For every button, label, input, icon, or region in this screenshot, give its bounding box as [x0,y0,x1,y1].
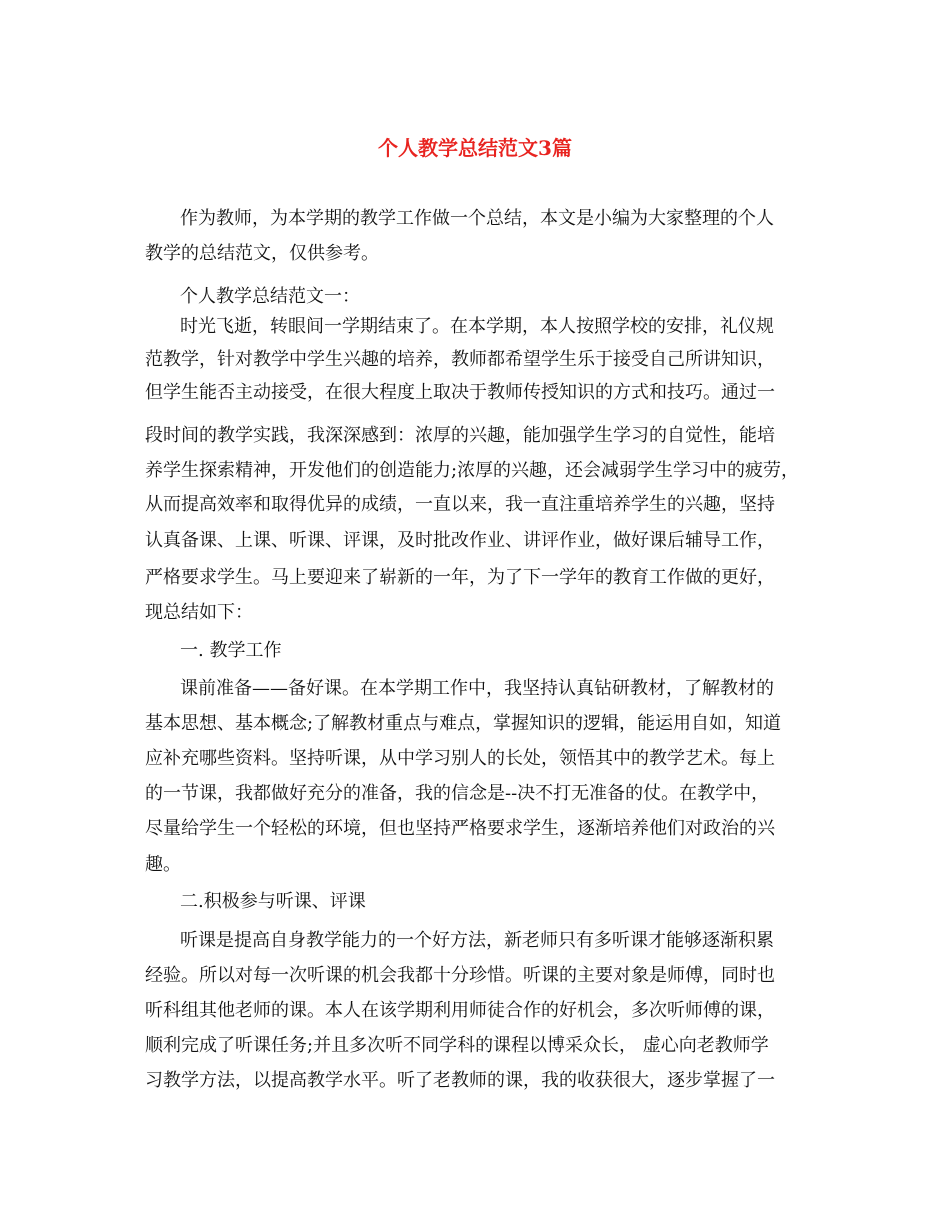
section-heading: 个人教学总结范文一： [180,286,360,307]
paragraph-line: 的一节课，我都做好充分的准备，我的信念是--决不打无准备的仗。在教学中， [145,783,770,804]
paragraph-line: 尽量给学生一个轻松的环境，但也坚持严格要求学生，逐渐培养他们对政治的兴 [145,818,775,839]
paragraph-line: 趣。 [145,854,181,875]
paragraph-line: 时光飞逝，转眼间一学期结束了。在本学期，本人按照学校的安排，礼仪规 [180,316,774,337]
paragraph-line: 应补充哪些资料。坚持听课，从中学习别人的长处，领悟其中的教学艺术。每上 [145,748,775,769]
paragraph-line: 从而提高效率和取得优异的成绩，一直以来，我一直注重培养学生的兴趣，坚持 [145,494,775,515]
paragraph-line: 顺利完成了听课任务;并且多次听不同学科的课程以博采众长， 虚心向老教师学 [145,1035,769,1056]
paragraph-line: 严格要求学生。马上要迎来了崭新的一年，为了下一学年的教育工作做的更好， [145,567,775,588]
paragraph-line: 教学的总结范文，仅供参考。 [145,243,379,264]
document-title: 个人教学总结范文3篇 [378,136,572,160]
section-heading: 二.积极参与听课、评课 [180,891,366,912]
paragraph-line: 课前准备——备好课。在本学期工作中，我坚持认真钻研教材，了解教材的 [180,678,774,699]
paragraph-line: 现总结如下： [145,602,253,623]
paragraph-line: 经验。所以对每一次听课的机会我都十分珍惜。听课的主要对象是师傅，同时也 [145,965,775,986]
section-heading: 一. 教学工作 [180,640,282,661]
paragraph-line: 基本思想、基本概念;了解教材重点与难点，掌握知识的逻辑，能运用自如，知道 [145,713,782,734]
paragraph-line: 认真备课、上课、听课、评课，及时批改作业、讲评作业，做好课后辅导工作， [145,530,775,551]
paragraph-line: 作为教师，为本学期的教学工作做一个总结，本文是小编为大家整理的个人 [180,208,774,229]
paragraph-line: 段时间的教学实践，我深深感到：浓厚的兴趣，能加强学生学习的自觉性，能培 [145,425,775,446]
paragraph-line: 听科组其他老师的课。本人在该学期利用师徒合作的好机会，多次听师傅的课， [145,1000,775,1021]
paragraph-line: 但学生能否主动接受，在很大程度上取决于教师传授知识的方式和技巧。通过一 [145,382,775,403]
paragraph-line: 养学生探索精神，开发他们的创造能力;浓厚的兴趣，还会减弱学生学习中的疲劳， [145,460,800,481]
paragraph-line: 习教学方法，以提高教学水平。听了老教师的课，我的收获很大，逐步掌握了一 [145,1070,775,1091]
paragraph-line: 听课是提高自身教学能力的一个好方法，新老师只有多听课才能够逐渐积累 [180,930,774,951]
paragraph-line: 范教学，针对教学中学生兴趣的培养，教师都希望学生乐于接受自己所讲知识， [145,349,775,370]
